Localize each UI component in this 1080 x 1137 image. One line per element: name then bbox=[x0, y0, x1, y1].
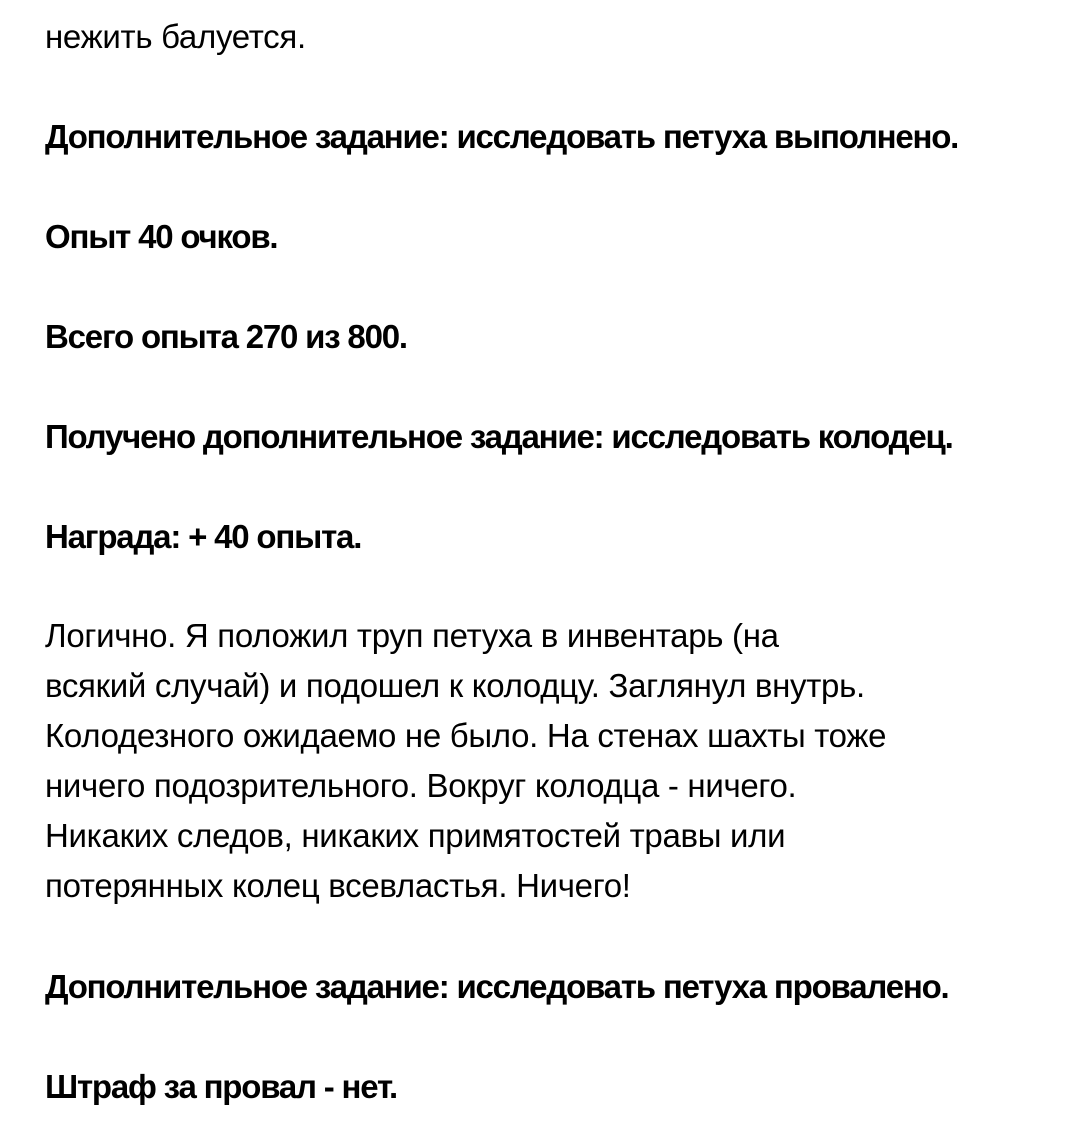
paragraph-line: Никаких следов, никаких примятостей травы или bbox=[45, 817, 786, 854]
quest-failed-notice: Дополнительное задание: исследовать петуха провалено. bbox=[45, 968, 949, 1005]
paragraph-line: Колодезного ожидаемо не было. На стенах шахты тоже bbox=[45, 717, 887, 754]
reward-notice: Награда: + 40 опыта. bbox=[45, 518, 362, 555]
text-line-top: нежить балуется. bbox=[45, 18, 306, 55]
quest-received-notice: Получено дополнительное задание: исследовать колодец. bbox=[45, 418, 953, 455]
quest-complete-notice: Дополнительное задание: исследовать петуха выполнено. bbox=[45, 118, 959, 155]
experience-gain-notice: Опыт 40 очков. bbox=[45, 218, 278, 255]
penalty-notice: Штраф за провал - нет. bbox=[45, 1068, 397, 1105]
experience-total-notice: Всего опыта 270 из 800. bbox=[45, 318, 407, 355]
paragraph-line: Логично. Я положил труп петуха в инвентарь (на bbox=[45, 617, 779, 654]
paragraph-line: всякий случай) и подошел к колодцу. Заглянул внутрь. bbox=[45, 667, 865, 704]
paragraph-line: ничего подозрительного. Вокруг колодца - ничего. bbox=[45, 767, 797, 804]
paragraph-line: потерянных колец всевластья. Ничего! bbox=[45, 867, 631, 904]
story-paragraph bbox=[45, 611, 886, 911]
